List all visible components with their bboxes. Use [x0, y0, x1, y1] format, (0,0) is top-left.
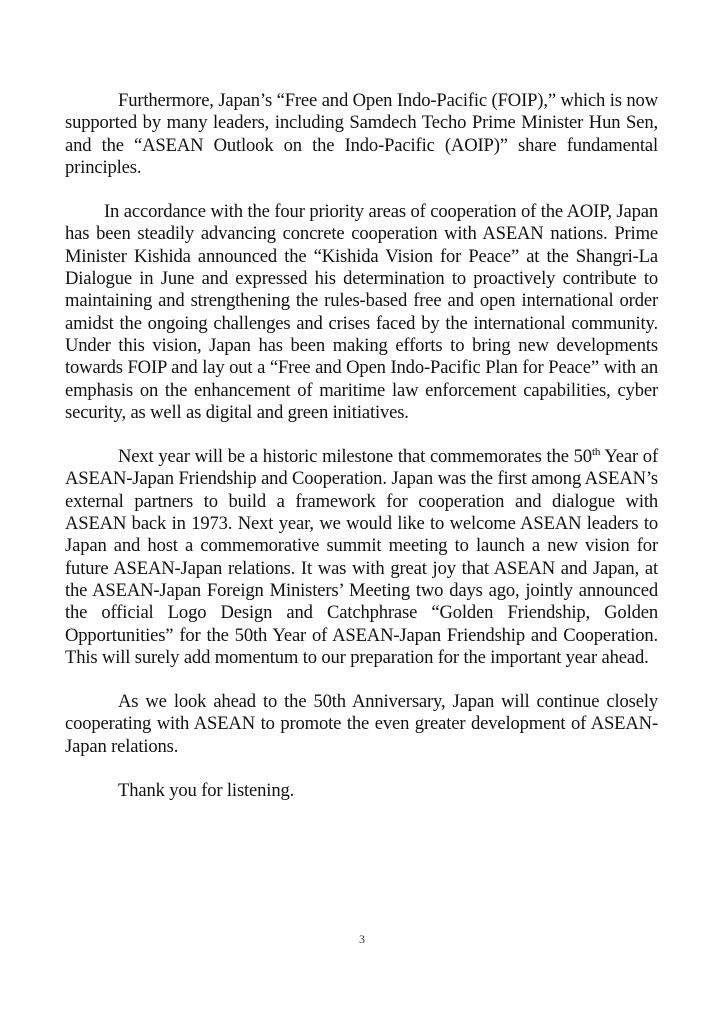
paragraph-closing: Thank you for listening.	[118, 780, 295, 802]
paragraph-aoip-cooperation: In accordance with the four priority areas of cooperation of the AOIP, Japan has been steadily advancing concrete cooperation with ASEAN nations. Prime Minister Kishida announced the “Kishida Vision for Peace” at the Shangri-La Dialogue in June and expressed his determination to proactively contribute to maintaining and strengthening the rules-based free and open international order amidst the ongoing challenges and crises faced by the international community. Under this vision, Japan has been making efforts to bring new developments towards FOIP and lay out a “Free and Open Indo-Pacific Plan for Peace” with an emphasis on the enhancement of maritime law enforcement capabilities, cyber security, as well as digital and green initiatives.	[65, 201, 658, 423]
document-page	[65, 90, 658, 802]
paragraph-foip-aoip: Furthermore, Japan’s “Free and Open Indo-Pacific (FOIP),” which is now supported by many leaders, including Samdech Techo Prime Minister Hun Sen, and the “ASEAN Outlook on the Indo-Pacific (AOIP)” share fundamental principles.	[65, 90, 658, 178]
ordinal-superscript: th	[591, 446, 601, 459]
paragraph-50th-anniversary	[65, 446, 658, 669]
paragraph-text-start: Next year will be a historic milestone that commemorates the 50	[118, 446, 592, 468]
page-number: 3	[359, 932, 365, 946]
paragraph-looking-ahead: As we look ahead to the 50th Anniversary, Japan will continue closely cooperating with ASEAN to promote the even greater development of ASEAN-Japan relations.	[65, 691, 658, 757]
paragraph-text-end: Year of ASEAN-Japan Friendship and Cooperation. Japan was the first among ASEAN’s external partners to build a framework for cooperation and dialogue with ASEAN back in 1973. Next year, we would like to welcome ASEAN leaders to Japan and host a commemorative summit meeting to launch a new vision for future ASEAN-Japan relations. It was with great joy that ASEAN and Japan, at the ASEAN-Japan Foreign Ministers’ Meeting two days ago, jointly announced the official Logo Design and Catchphrase “Golden Friendship, Golden Opportunities” for the 50th Year of ASEAN-Japan Friendship and Cooperation. This will surely add momentum to our preparation for the important year ahead.	[65, 446, 658, 668]
